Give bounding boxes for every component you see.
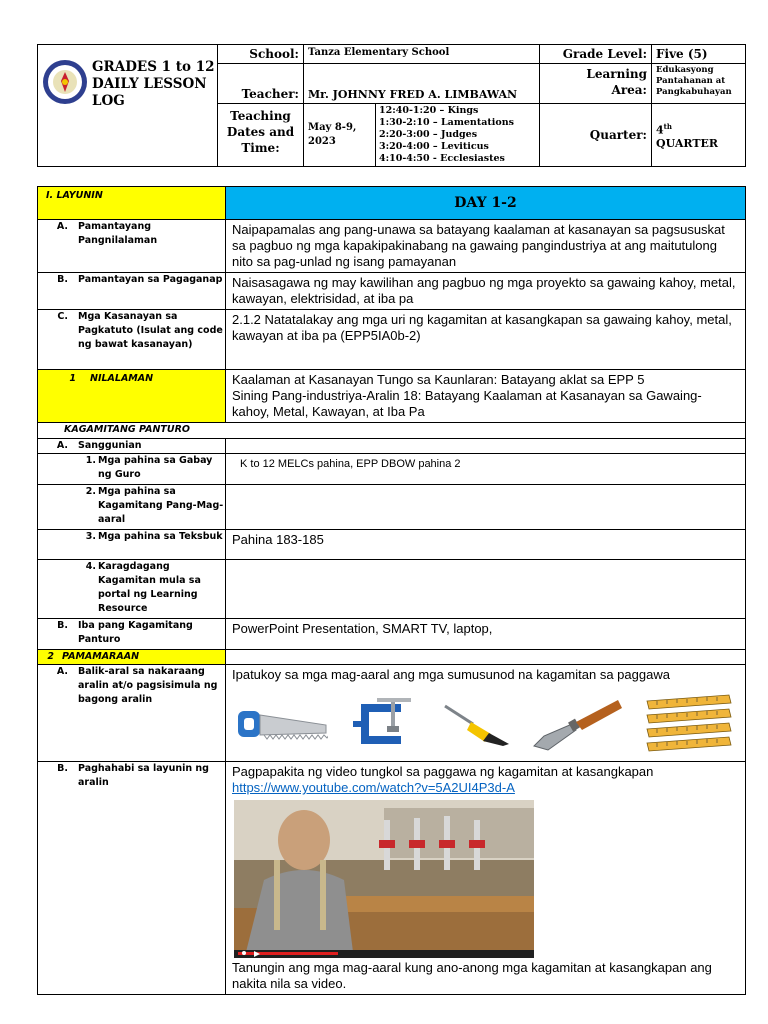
- section-number: 2: [47, 651, 54, 662]
- pamantayan-sa-pagaganap-text: Naisasagawa ng may kawilihan ang pagbuo ng mga proyekto sa gawaing kahoy, metal, kawayan, elektrisidad, at iba pa: [226, 273, 746, 310]
- folding-ruler-icon: [643, 693, 735, 755]
- header-title-cell: [38, 45, 218, 167]
- quarter-label: Quarter:: [540, 104, 652, 167]
- teacher-value: Mr. JOHNNY FRED A. LIMBAWAN: [304, 64, 540, 104]
- paghahabi-content: [226, 762, 746, 995]
- paghahabi-label: [38, 762, 226, 995]
- doc-title-line2: DAILY LESSON: [92, 76, 207, 92]
- teaching-date-line1: May 8-9,: [308, 122, 357, 133]
- item-marker: A.: [56, 666, 68, 677]
- gabay-ng-guro-label: [38, 454, 226, 485]
- item-label: Iba pang Kagamitang Panturo: [78, 620, 193, 645]
- header-table: [37, 44, 746, 167]
- item-label: Sanggunian: [78, 440, 142, 451]
- item-marker: 2.: [85, 486, 96, 497]
- pamamaraan-header: [38, 650, 226, 665]
- item-marker: B.: [57, 274, 68, 285]
- item-label: Mga pahina sa Kagamitang Pang-Mag-aaral: [98, 486, 224, 525]
- learning-area-value: [652, 64, 746, 104]
- chisel-icon: [532, 696, 624, 752]
- youtube-link[interactable]: https://www.youtube.com/watch?v=5A2UI4P3d-A: [232, 780, 515, 795]
- balik-aral-label: [38, 665, 226, 762]
- nilalaman-label: [38, 370, 226, 423]
- learning-area-value-line2: Pantahanan at: [656, 76, 726, 86]
- item-marker: B.: [57, 620, 68, 631]
- schedule-item: 12:40-1:20 – Kings: [379, 105, 479, 116]
- pamantayang-pangnilalaman-text: Naipapamalas ang pang-unawa sa batayang kaalaman at kasanayan sa pagsususkat sa pagbuo ng mga kapakipakinabang na gawaing pangindustriya at ang maitutulong nito sa pag-unlad ng isang pamayanan: [226, 220, 746, 273]
- schedule-list: [376, 104, 540, 167]
- item-label: Mga pahina sa Teksbuk: [98, 531, 223, 542]
- pamamaraan-blank: [226, 650, 746, 665]
- teaching-dates-label-line2: Dates and: [226, 125, 295, 139]
- item-marker: B.: [57, 763, 68, 774]
- sanggunian-text: [226, 439, 746, 454]
- learning-area-label-line1: Learning: [586, 67, 647, 81]
- teaching-dates-label-line1: Teaching: [230, 109, 291, 123]
- quarter-suffix: th: [663, 122, 672, 132]
- learning-resource-label: [38, 560, 226, 619]
- c-clamp-icon: [347, 696, 423, 752]
- item-label: Balik-aral sa nakaraang aralin at/o pagsisimula ng bagong aralin: [78, 666, 218, 705]
- section-number: 1: [69, 373, 76, 384]
- kagamitang-panturo-header: KAGAMITANG PANTURO: [38, 423, 746, 439]
- nilalaman-line2: Sining Pang-industriya-Aralin 18: Batayang Kaalaman at Kasanayan sa Gawaing-kahoy, Metal, Kawayan, at Iba Pa: [232, 388, 702, 419]
- section-title: NILALAMAN: [90, 373, 154, 384]
- screwdriver-icon: [443, 702, 513, 746]
- doc-title-line3: LOG: [92, 93, 125, 109]
- item-label: Mga Kasanayan sa Pagkatuto (Isulat ang code ng bawat kasanayan): [78, 311, 223, 350]
- iba-pang-kagamitan-text: PowerPoint Presentation, SMART TV, laptop,: [226, 619, 746, 650]
- nilalaman-line1: Kaalaman at Kasanayan Tungo sa Kaunlaran: Batayang aklat sa EPP 5: [232, 372, 645, 387]
- handsaw-icon: [236, 703, 328, 745]
- item-marker: 1.: [85, 455, 96, 466]
- day-header: DAY 1-2: [226, 187, 746, 220]
- teksbuk-text: Pahina 183-185: [226, 530, 746, 560]
- teksbuk-label: [38, 530, 226, 560]
- item-label: Karagdagang Kagamitan mula sa portal ng Learning Resource: [98, 561, 201, 614]
- schedule-item: 2:20-3:00 – Judges: [379, 129, 478, 140]
- school-label: School:: [218, 45, 304, 64]
- video-frame-image: [234, 800, 534, 958]
- kagamitang-pang-mag-aaral-label: [38, 485, 226, 530]
- item-label: Paghahabi sa layunin ng aralin: [78, 763, 209, 788]
- nilalaman-text: [226, 370, 746, 423]
- teaching-dates-value: [304, 104, 376, 167]
- gabay-ng-guro-text: K to 12 MELCs pahina, EPP DBOW pahina 2: [226, 454, 746, 485]
- balik-aral-content: [226, 665, 746, 762]
- item-marker: 4.: [85, 561, 96, 572]
- item-label: Pamantayang Pangnilalaman: [78, 221, 158, 246]
- paghahabi-question: Tanungin ang mga mag-aaral kung ano-anong mga kagamitan at kasangkapan ang nakita nila sa video.: [232, 960, 712, 991]
- grade-level-label: Grade Level:: [540, 45, 652, 64]
- learning-resource-text: [226, 560, 746, 619]
- kasanayan-sa-pagkatuto-text: 2.1.2 Natatalakay ang mga uri ng kagamitan at kasangkapan sa gawaing kahoy, metal, kawayan at iba pa (EPP5IA0b-2): [226, 310, 746, 370]
- item-marker: A.: [56, 221, 68, 232]
- quarter-value: [652, 104, 746, 167]
- grade-level-value: Five (5): [652, 45, 746, 64]
- section-title: PAMAMARAAN: [62, 651, 140, 662]
- item-label: Pamantayan sa Pagaganap: [78, 274, 223, 285]
- item-marker: A.: [56, 440, 68, 451]
- pamantayang-pangnilalaman-label: [38, 220, 226, 273]
- iba-pang-kagamitan-label: [38, 619, 226, 650]
- kagamitang-pang-mag-aaral-text: [226, 485, 746, 530]
- teaching-dates-label: [218, 104, 304, 167]
- quarter-number: 4: [656, 123, 664, 137]
- learning-area-value-line3: Pangkabuhayan: [656, 87, 732, 97]
- item-marker: 3.: [85, 531, 96, 542]
- video-thumbnail[interactable]: [234, 800, 534, 958]
- learning-area-label: [540, 64, 652, 104]
- learning-area-label-line2: Area:: [611, 83, 647, 97]
- teacher-label: Teacher:: [218, 64, 304, 104]
- doc-title-line1: GRADES 1 to 12: [92, 59, 215, 75]
- teaching-dates-label-line3: Time:: [241, 141, 280, 155]
- paghahabi-text: Pagpapakita ng video tungkol sa paggawa ng kagamitan at kasangkapan: [232, 764, 654, 779]
- lesson-table: [37, 186, 746, 995]
- quarter-word: QUARTER: [656, 136, 719, 150]
- teaching-date-line2: 2023: [308, 136, 336, 147]
- deped-seal-icon: [42, 59, 88, 105]
- sanggunian-label: [38, 439, 226, 454]
- schedule-item: 4:10-4:50 - Ecclesiastes: [379, 153, 505, 164]
- layunin-header: I. LAYUNIN: [38, 187, 226, 220]
- item-marker: C.: [57, 311, 68, 322]
- schedule-item: 1:30-2:10 – Lamentations: [379, 117, 514, 128]
- schedule-item: 3:20-4:00 – Leviticus: [379, 141, 489, 152]
- item-label: Mga pahina sa Gabay ng Guro: [98, 455, 213, 480]
- kasanayan-sa-pagkatuto-label: [38, 310, 226, 370]
- balik-aral-text: Ipatukoy sa mga mag-aaral ang mga sumusunod na kagamitan sa paggawa: [232, 667, 670, 682]
- learning-area-value-line1: Edukasyong: [656, 65, 714, 75]
- school-value: Tanza Elementary School: [304, 45, 540, 64]
- tools-strip: [232, 683, 739, 759]
- pamantayan-sa-pagaganap-label: [38, 273, 226, 310]
